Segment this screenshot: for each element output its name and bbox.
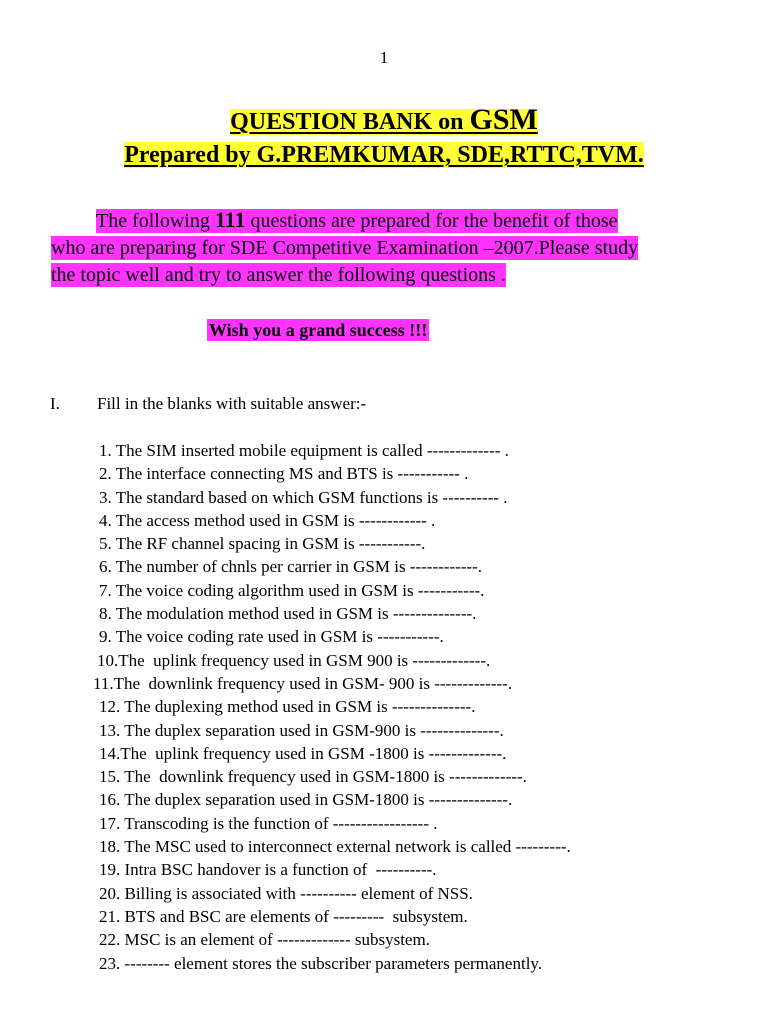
question-number: 1. bbox=[99, 441, 112, 460]
wish-text: Wish you a grand success !!! bbox=[209, 320, 428, 340]
question-item bbox=[0, 905, 768, 928]
author-line: Prepared by G.PREMKUMAR, SDE,RTTC,TVM. bbox=[124, 142, 644, 168]
question-item bbox=[0, 649, 768, 672]
question-list bbox=[0, 439, 768, 975]
question-number: 3. bbox=[99, 487, 112, 507]
question-item bbox=[0, 602, 768, 625]
question-number: 11. bbox=[93, 673, 114, 693]
title-gsm: GSM bbox=[469, 103, 538, 136]
question-text: The voice coding algorithm used in GSM is -----------. bbox=[115, 580, 485, 600]
question-text: The RF channel spacing in GSM is -----------. bbox=[115, 534, 426, 554]
question-number: 6. bbox=[99, 557, 112, 577]
question-item bbox=[0, 695, 768, 718]
intro-line-3: the topic well and try to answer the following questions . bbox=[51, 264, 506, 286]
wish-message bbox=[207, 318, 429, 342]
question-text: The duplex separation used in GSM-900 is --------------. bbox=[124, 720, 504, 740]
question-text: The duplex separation used in GSM-1800 is --------------. bbox=[124, 790, 513, 810]
question-number: 5. bbox=[99, 534, 112, 554]
question-item bbox=[0, 486, 768, 509]
question-item bbox=[0, 765, 768, 788]
question-number: 17. bbox=[99, 813, 121, 833]
title-line-2 bbox=[0, 138, 768, 172]
section-heading bbox=[50, 393, 366, 415]
intro-text-2: questions are prepared for the benefit of those bbox=[245, 210, 618, 232]
question-text: The uplink frequency used in GSM -1800 is -------------. bbox=[120, 743, 507, 763]
question-item bbox=[0, 672, 768, 695]
question-text: The interface connecting MS and BTS is ----------- . bbox=[115, 464, 469, 484]
question-number: 4. bbox=[99, 510, 112, 530]
question-text: The voice coding rate used in GSM is -----------. bbox=[115, 627, 444, 647]
question-number: 15. bbox=[99, 767, 121, 787]
question-item bbox=[0, 439, 768, 462]
page-number: 1 bbox=[379, 48, 389, 67]
intro-line-2: who are preparing for SDE Competitive Examination –2007.Please study bbox=[51, 237, 639, 259]
question-text: The access method used in GSM is ------------ . bbox=[115, 510, 436, 530]
question-item bbox=[0, 835, 768, 858]
question-number: 7. bbox=[99, 580, 112, 600]
section-title: Fill in the blanks with suitable answer:- bbox=[97, 394, 367, 413]
question-number: 12. bbox=[99, 697, 121, 717]
question-item bbox=[0, 882, 768, 905]
question-item bbox=[0, 952, 768, 975]
question-text: The downlink frequency used in GSM- 900 is -------------. bbox=[113, 673, 513, 693]
question-text: The MSC used to interconnect external network is called ---------. bbox=[124, 837, 571, 857]
question-item bbox=[0, 532, 768, 555]
question-number: 14. bbox=[99, 743, 121, 763]
title-prefix: QUESTION BANK on bbox=[230, 109, 470, 135]
title-highlight bbox=[230, 103, 538, 136]
question-item bbox=[0, 858, 768, 881]
question-text: The duplexing method used in GSM is --------------. bbox=[124, 697, 476, 717]
question-number: 19. bbox=[99, 860, 121, 880]
question-item bbox=[0, 719, 768, 742]
question-text: Intra BSC handover is a function of ----------. bbox=[124, 860, 437, 880]
document-title bbox=[0, 104, 768, 172]
question-item bbox=[0, 788, 768, 811]
question-item bbox=[0, 812, 768, 835]
question-number: 18. bbox=[99, 837, 121, 857]
intro-line-1 bbox=[96, 209, 618, 233]
question-text: The number of chnls per carrier in GSM is ------------. bbox=[115, 557, 482, 577]
question-item bbox=[0, 555, 768, 578]
question-item bbox=[0, 625, 768, 648]
question-item bbox=[0, 579, 768, 602]
question-text: MSC is an element of ------------- subsystem. bbox=[124, 930, 430, 950]
question-number: 10. bbox=[97, 650, 119, 670]
question-text: Billing is associated with ---------- element of NSS. bbox=[124, 883, 473, 903]
question-text: -------- element stores the subscriber parameters permanently. bbox=[124, 953, 543, 973]
title-line-1 bbox=[0, 104, 768, 138]
question-text: The downlink frequency used in GSM-1800 is -------------. bbox=[124, 767, 527, 787]
question-number: 13. bbox=[99, 720, 121, 740]
question-number: 16. bbox=[99, 790, 121, 810]
question-text: The standard based on which GSM functions is ---------- . bbox=[115, 487, 508, 507]
question-number: 22. bbox=[99, 930, 121, 950]
section-numeral: I. bbox=[50, 394, 60, 413]
question-item bbox=[0, 462, 768, 485]
question-text: The modulation method used in GSM is --------------. bbox=[115, 604, 477, 624]
intro-paragraph bbox=[51, 206, 751, 289]
question-number: 2. bbox=[99, 464, 112, 484]
question-item bbox=[0, 742, 768, 765]
question-count: 111 bbox=[214, 207, 246, 232]
question-number: 21. bbox=[99, 906, 121, 926]
question-text: Transcoding is the function of ----------------- . bbox=[124, 813, 438, 833]
question-item bbox=[0, 509, 768, 532]
intro-text-1: The following bbox=[96, 210, 215, 232]
question-item bbox=[0, 928, 768, 951]
question-number: 20. bbox=[99, 883, 121, 903]
question-text: BTS and BSC are elements of --------- subsystem. bbox=[124, 906, 468, 926]
question-number: 9. bbox=[99, 627, 112, 647]
question-number: 8. bbox=[99, 604, 112, 624]
question-number: 23. bbox=[99, 953, 121, 973]
question-text: The uplink frequency used in GSM 900 is -------------. bbox=[118, 650, 491, 670]
question-text: The SIM inserted mobile equipment is called ------------- . bbox=[115, 441, 509, 460]
